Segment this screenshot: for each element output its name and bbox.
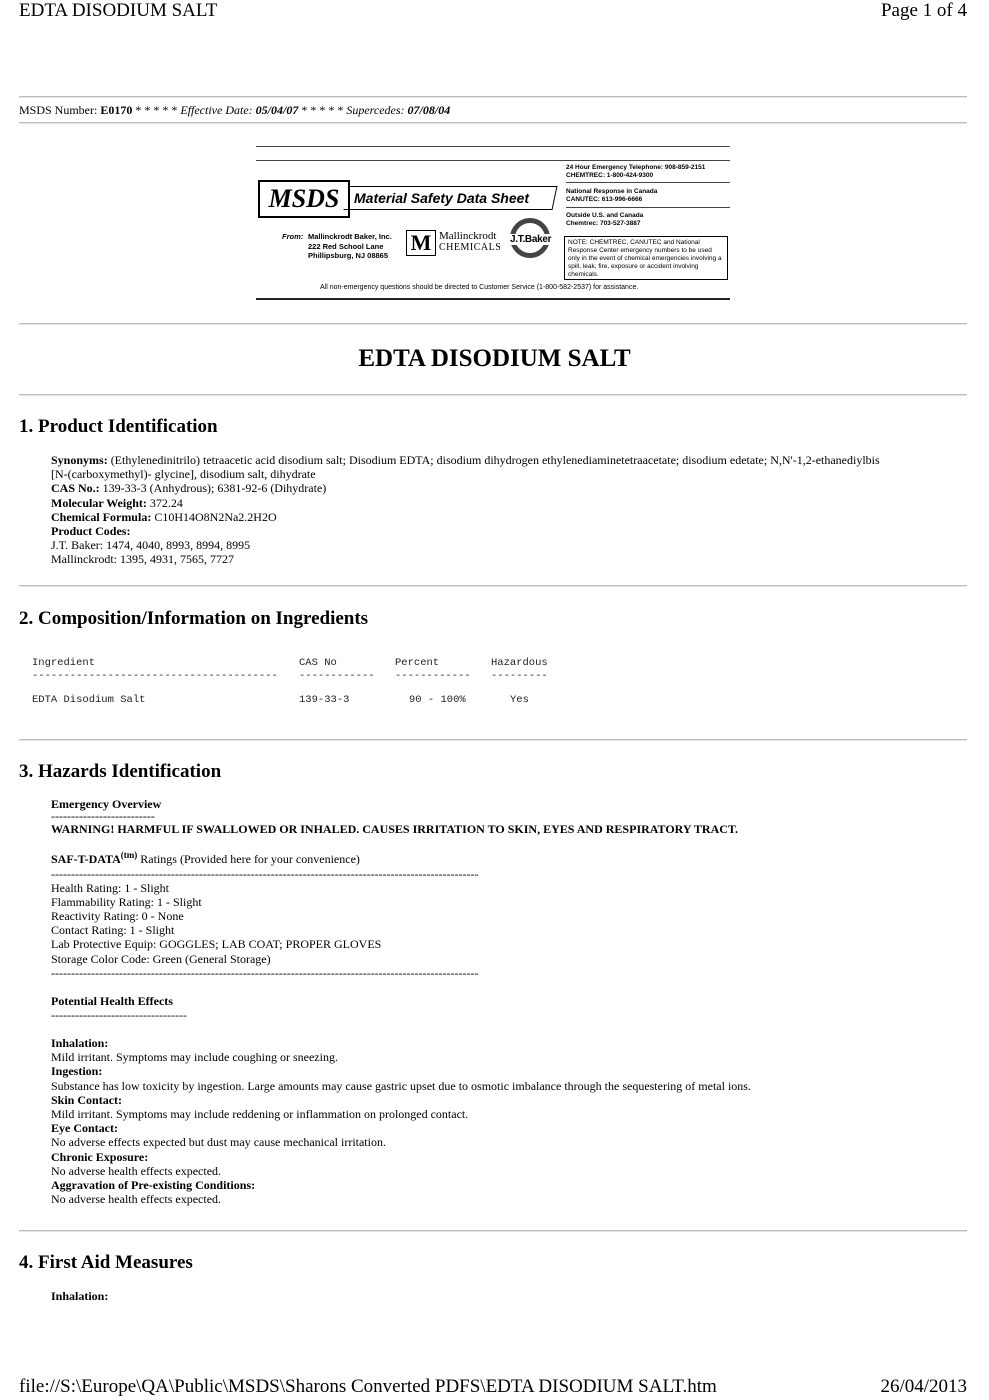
from-label: From: (282, 232, 304, 241)
logo-rule (256, 146, 730, 147)
cas-value: 139-33-3 (Anhydrous); 6381-92-6 (Dihydrate) (102, 481, 327, 496)
emergency-note-text: NOTE: CHEMTREC, CANUTEC and National Response Center emergency numbers to be used only in the event of chemical emergencies involving a spill, leak, fire, exposure or accident involving chemicals. (568, 239, 722, 278)
cas-number (51, 481, 971, 495)
table-header-hazardous: Hazardous (491, 657, 548, 669)
table-dashes: --------- (491, 670, 548, 682)
chemical-formula (51, 510, 971, 524)
section-heading-hazards: 3. Hazards Identification (19, 761, 222, 782)
effect-label-aggravation: Aggravation of Pre-existing Conditions: (51, 1178, 256, 1193)
divider (19, 1230, 967, 1232)
table-cell-cas: 139-33-3 (299, 694, 350, 706)
section-heading-first-aid: 4. First Aid Measures (19, 1252, 193, 1273)
address-line: Phillipsburg, NJ 08865 (308, 251, 389, 260)
synonyms-value: (Ethylenedinitrilo) tetraacetic acid disodium salt; Disodium EDTA; disodium dihydrogen ethylenediaminetetraacetate; disodium edetate; N,N'-1,2-ethanediylbis (110, 453, 880, 467)
dash-rule: ---------------------------------- (51, 1008, 187, 1023)
effect-text-aggravation: No adverse health effects expected. (51, 1192, 222, 1207)
effect-label-eye-contact: Eye Contact: (51, 1121, 118, 1136)
effective-date: 05/04/07 (255, 103, 299, 117)
divider (19, 96, 967, 98)
mallinckrodt-chemicals: CHEMICALS (439, 242, 502, 253)
saf-t-data-label: SAF-T-DATA (51, 852, 121, 867)
table-cell-hazardous: Yes (510, 694, 529, 706)
effect-label-ingestion: Ingestion: (51, 1064, 103, 1079)
stars: * * * * * (135, 103, 178, 117)
msds-banner (343, 186, 557, 210)
table-cell-ingredient: EDTA Disodium Salt (32, 694, 146, 706)
mw-value: 372.24 (149, 495, 183, 510)
cas-label: CAS No.: (51, 481, 100, 496)
table-header-ingredient: Ingredient (32, 657, 96, 669)
emergency-line: Chemtrec: 703-527-3887 (566, 220, 641, 227)
table-header-percent: Percent (395, 657, 440, 669)
effect-label-inhalation: Inhalation: (51, 1036, 109, 1051)
saf-t-data-note: Ratings (Provided here for your convenience) (140, 852, 360, 867)
emergency-contacts-outside (566, 212, 730, 228)
footer-date: 26/04/2013 (880, 1376, 967, 1397)
molecular-weight (51, 496, 971, 510)
effect-text-skin-contact: Mild irritant. Symptoms may include reddening or inflammation on prolonged contact. (51, 1107, 469, 1122)
jtbaker-logo-text: J.T.Baker (510, 234, 552, 245)
section-heading-composition: 2. Composition/Information on Ingredients (19, 608, 369, 629)
effective-date-label: Effective Date: (180, 103, 253, 117)
divider (19, 394, 967, 396)
rating-reactivity: Reactivity Rating: 0 - None (51, 909, 184, 924)
potential-health-effects-label: Potential Health Effects (51, 993, 173, 1008)
product-codes-label (51, 524, 971, 538)
msds-number-label: MSDS Number: (19, 103, 98, 117)
emergency-line: Outside U.S. and Canada (566, 212, 644, 219)
page-number: Page 1 of 4 (880, 0, 967, 21)
logo-rule (256, 160, 730, 161)
rating-flammability: Flammability Rating: 1 - Slight (51, 894, 202, 909)
effect-text-ingestion: Substance has low toxicity by ingestion. Large amounts may cause gastric upset due to osmotic imbalance through the sequestering of metal ions. (51, 1078, 751, 1093)
divider (19, 739, 967, 741)
mw-label: Molecular Weight: (51, 495, 147, 510)
supercedes-label: Supercedes: (346, 103, 405, 117)
emergency-line: CANUTEC: 613-996-6666 (566, 196, 643, 203)
effect-text-chronic-exposure: No adverse health effects expected. (51, 1163, 222, 1178)
dash-rule: ----------------------------------------------------------------------------------------------------------- (51, 965, 479, 980)
formula-value: C10H14O8N2Na2.2H2O (154, 509, 277, 524)
table-dashes: --------------------------------------- (32, 670, 278, 682)
emergency-note (564, 236, 728, 280)
msds-banner-text: Material Safety Data Sheet (354, 190, 530, 206)
divider (19, 122, 967, 124)
document-title: EDTA DISODIUM SALT (358, 345, 631, 372)
emergency-line: National Response in Canada (566, 188, 658, 195)
product-identification (51, 453, 971, 567)
emergency-line: 24 Hour Emergency Telephone: 908-859-2151 (566, 164, 706, 171)
stars: * * * * * (301, 103, 344, 117)
emergency-contacts-canada (566, 188, 730, 204)
logo-rule (256, 298, 730, 300)
divider (19, 323, 967, 325)
address-line: Mallinckrodt Baker, Inc. (308, 232, 392, 241)
company-address (282, 232, 392, 260)
emergency-contacts (566, 164, 730, 180)
msds-number-line (19, 103, 450, 118)
footer-file-path: file://S:\Europe\QA\Public\MSDS\Sharons Converted PDFS\EDTA DISODIUM SALT.htm (19, 1376, 717, 1397)
emergency-line: CHEMTREC: 1-800-424-9300 (566, 172, 654, 179)
effect-text-inhalation: Mild irritant. Symptoms may include coughing or sneezing. (51, 1050, 338, 1065)
table-dashes: ------------ (299, 670, 375, 682)
formula-label: Chemical Formula: (51, 509, 152, 524)
health-effects-list (51, 1036, 971, 1206)
effect-text-eye-contact: No adverse effects expected but dust may cause mechanical irritation. (51, 1135, 386, 1150)
dash-rule: ----------------------------------------------------------------------------------------------------------- (51, 866, 479, 881)
storage-color-code: Storage Color Code: Green (General Storage) (51, 951, 271, 966)
msds-logo: MSDS (258, 180, 350, 218)
msds-logo-block (256, 146, 730, 301)
hazards-identification (51, 797, 971, 1206)
mallinckrodt-name: Mallinckrodt (439, 230, 497, 242)
table-dashes: ------------ (395, 670, 471, 682)
effect-label-skin-contact: Skin Contact: (51, 1092, 123, 1107)
saf-t-data-line (51, 848, 971, 866)
table-cell-percent: 90 - 100% (409, 694, 466, 706)
rating-contact: Contact Rating: 1 - Slight (51, 923, 175, 938)
supercedes-date: 07/08/04 (407, 103, 451, 117)
codes-label: Product Codes: (51, 524, 131, 539)
lab-protective-equip: Lab Protective Equip: GOGGLES; LAB COAT; PROPER GLOVES (51, 937, 382, 952)
emergency-overview-label: Emergency Overview (51, 797, 162, 811)
saf-t-data-tm: (tm) (120, 850, 138, 861)
divider (19, 585, 967, 587)
msds-number: E0170 (100, 103, 133, 117)
dash-rule: -------------------------- (51, 811, 155, 822)
first-aid-inhalation-label: Inhalation: (51, 1289, 109, 1303)
table-header-cas: CAS No (299, 657, 337, 669)
product-codes-jtbaker: J.T. Baker: 1474, 4040, 8993, 8994, 8995 (51, 538, 251, 553)
effect-label-chronic-exposure: Chronic Exposure: (51, 1149, 149, 1164)
product-codes-mallinckrodt: Mallinckrodt: 1395, 4931, 7565, 7727 (51, 552, 234, 567)
page-header-title: EDTA DISODIUM SALT (19, 0, 218, 21)
rating-health: Health Rating: 1 - Slight (51, 880, 169, 895)
composition-table (32, 657, 632, 717)
non-emergency-note: All non-emergency questions should be directed to Customer Service (1-800-582-2537) for assistance. (320, 284, 639, 291)
section-heading-product-identification: 1. Product Identification (19, 416, 218, 437)
logo-rule (566, 207, 730, 208)
synonyms-value-cont: [N-(carboxymethyl)- glycine], disodium salt, dihydrate (51, 467, 316, 482)
warning-statement: WARNING! HARMFUL IF SWALLOWED OR INHALED. CAUSES IRRITATION TO SKIN, EYES AND RESPIRATORY TRACT. (51, 822, 739, 837)
synonyms (51, 453, 971, 467)
logo-rule (566, 182, 730, 183)
mallinckrodt-mark: M (406, 230, 436, 256)
synonyms-label: Synonyms: (51, 453, 108, 467)
address-line: 222 Red School Lane (308, 241, 384, 251)
